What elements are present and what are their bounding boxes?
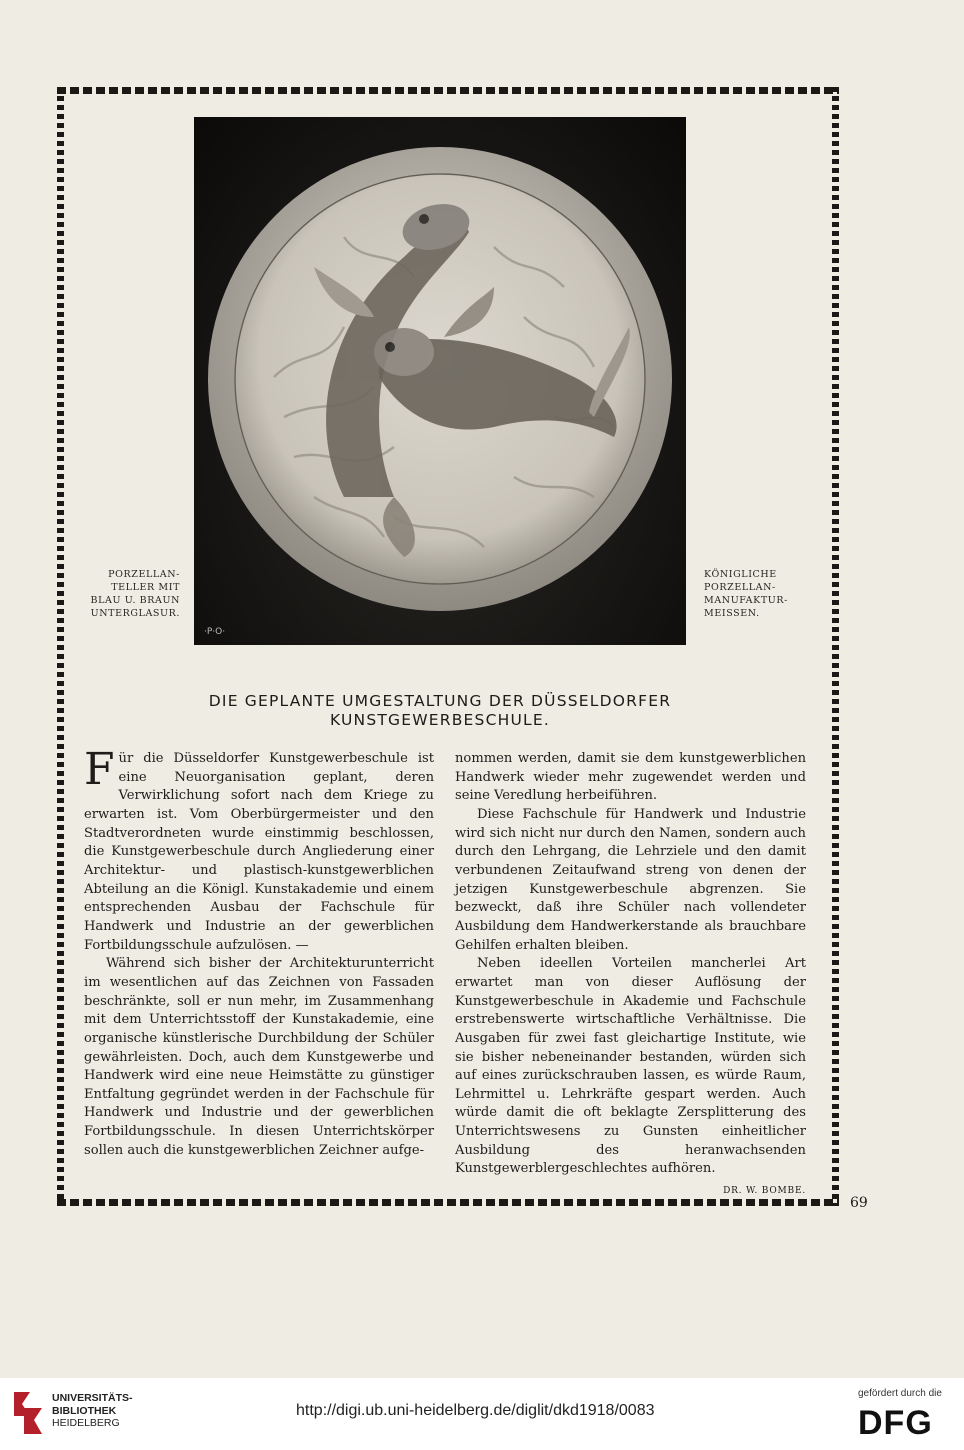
figure-caption-left: PORZELLAN- TELLER MIT BLAU U. BRAUN UNTERGLASUR. [90, 569, 180, 619]
paragraph-2: Während sich bisher der Architekturunterricht im wesentlichen auf das Zeichnen von Fassaden beschränkte, soll er nun mehr, im Zusammenhang mit dem Unterrichtsstoff der Kunstakademie, eine organische künstlerische Durchbildung der Schüler gewährleisten. Doch, auch dem Kunstgewerbe und Handwerk wird eine neue Heimstätte zu günstiger Entfaltung gegründet werden in der Fachschule für Handwerk und Industrie und der gewerblichen Fortbildungsschule. In diesen Unterrichtskörper sollen auch die kunstgewerblichen Zeichner aufge- [84, 956, 434, 1158]
frame-left [57, 87, 64, 1206]
plate-photograph [194, 117, 686, 645]
figure-caption-right: KÖNIGLICHE PORZELLAN- MANUFAKTUR- MEISSEN. [704, 569, 788, 619]
plate-illustration [194, 117, 686, 645]
frame-right [832, 87, 839, 1206]
paragraph-1: Für die Düsseldorfer Kunstgewerbeschule ist eine Neuorganisation geplant, deren Verwirklichung sofort nach dem Kriege zu erwarten ist. Vom Oberbürgermeister und den Stadtverordneten wurde einstimmig beschlossen, die Kunstgewerbeschule durch Angliederung einer Architektur- und plastisch-kunstgewerblichen Abteilung an die Königl. Kunstakademie und einem entsprechenden Ausbau der Fachschule für Handwerk und Industrie an der gewerblichen Fortbildungsschule aufzulösen. — [84, 744, 434, 953]
text-column-left [84, 744, 434, 1160]
digitization-footer [0, 1378, 964, 1450]
text-column-right [455, 750, 806, 1201]
drop-cap: F [84, 744, 115, 795]
page-number: 69 [850, 1195, 868, 1211]
dfg-logo: DFG [858, 1404, 933, 1442]
frame-top [57, 87, 839, 94]
title-line-2: KUNSTGEWERBESCHULE. [330, 711, 550, 729]
title-line-1: DIE GEPLANTE UMGESTALTUNG DER DÜSSELDORFER [208, 692, 672, 710]
source-url-link[interactable]: http://digi.ub.uni-heidelberg.de/diglit/dkd1918/0083 [296, 1402, 655, 1419]
author-signature: DR. W. BOMBE. [723, 1186, 806, 1197]
paragraph-4: Diese Fachschule für Handwerk und Industrie wird sich nicht nur durch den Namen, sondern auch durch den Lehrgang, die Lehrziele und den damit verbundenen Zeitaufwand streng von denen der jetzigen Kunstgewerbeschule abgrenzen. Sie bezweckt, daß ihre Schüler nach vollendeter Ausbildung dem Handwerkerstande als brauchbare Gehilfen erhalten bleiben. [455, 806, 806, 953]
article-title [120, 692, 760, 730]
paragraph-3: nommen werden, damit sie dem kunstgewerblichen Handwerk wieder mehr zugewendet werden und seine Veredlung herbeiführen. [455, 751, 806, 804]
library-name: UNIVERSITÄTS- BIBLIOTHEK HEIDELBERG [52, 1392, 133, 1429]
library-logo-icon [10, 1388, 46, 1438]
funding-note: gefördert durch die [858, 1388, 942, 1399]
paragraph-5: Neben ideellen Vorteilen mancherlei Art erwartet man von dieser Auflösung der Kunstgewerbeschule in Akademie und Fachschule erstrebenswerte wirtschaftliche Verhältnisse. Die Ausgaben für zwei fast gleichartige Institute, wie sie bisher nebeneinander bestanden, würden sich auf eines zurückschrauben lassen, es würde Raum, Lehrmittel u. Lehrkräfte gespart werden. Auch würde damit die oft beklagte Zersplitterung des Unterrichtswesens zu Gunsten einheitlicher Ausbildung des heranwachsenden Kunstgewerblergeschlechtes aufhören. DR. W. BOMBE. [455, 955, 806, 1179]
photo-monogram: ·P·O· [204, 627, 226, 637]
